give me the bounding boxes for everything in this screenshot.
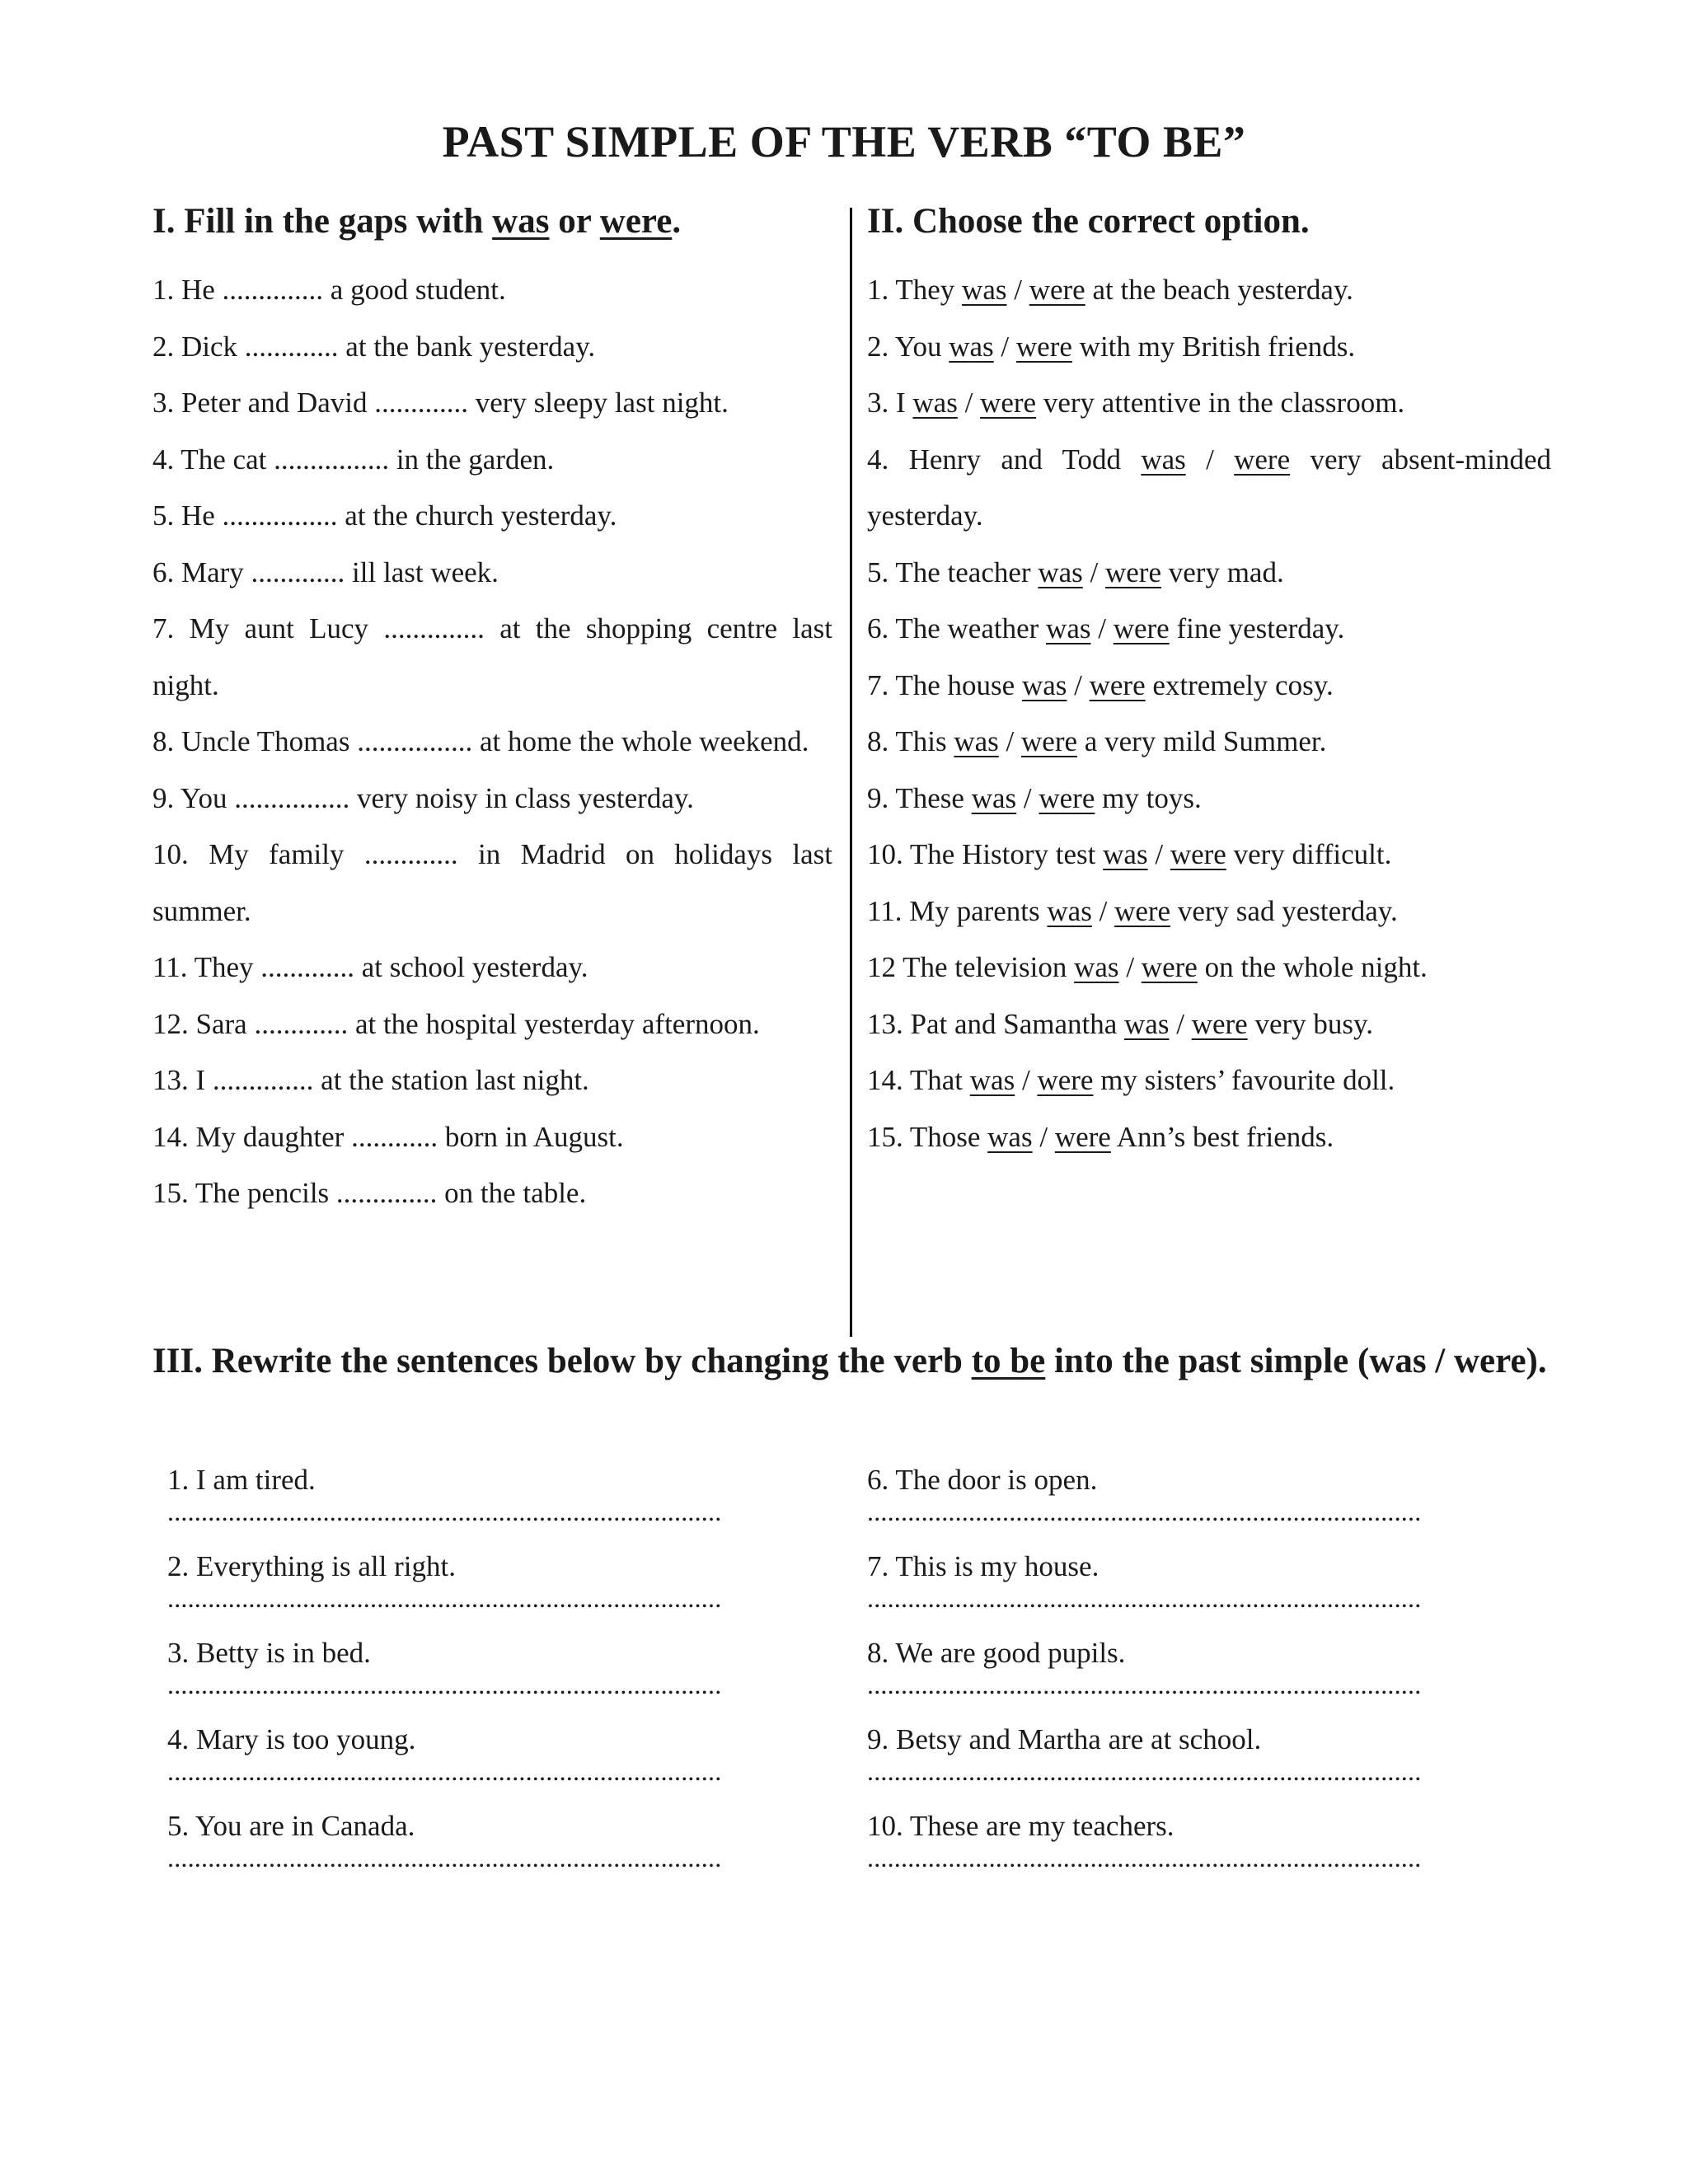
rewrite-item [867,1807,1551,1894]
answer-line[interactable]: .................................................................................. [167,1672,722,1697]
section1-item: 11. They ............. at school yesterday. [152,951,588,983]
item-text: 9. These [867,781,972,814]
section2-heading: II. Choose the correct option. [867,202,1310,241]
option-separator: / [1032,1120,1055,1153]
option-were[interactable]: were [1037,1064,1094,1096]
section2-item [867,940,1551,996]
answer-line[interactable]: .................................................................................. [167,1845,722,1870]
rewrite-item [167,1807,851,1894]
section1-item: 13. I .............. at the station last night. [152,1064,589,1096]
column-divider [850,208,852,1337]
item-text: 5. The teacher [867,555,1039,588]
option-was[interactable]: was [1141,443,1186,476]
rewrite-item [167,1461,851,1548]
item-text: 3. I [867,387,913,419]
item-text: at the beach yesterday. [1085,274,1353,306]
section2-item [867,319,1551,376]
section1-item: 2. Dick ............. at the bank yesterday. [152,330,596,363]
page-title: PAST SIMPLE OF THE VERB “TO BE” [442,117,1246,166]
answer-line[interactable]: .................................................................................. [867,1845,1422,1870]
option-were[interactable]: were [1114,894,1171,927]
section2-item [867,545,1551,602]
option-separator: / [1016,781,1039,814]
answer-line[interactable]: .................................................................................. [167,1499,722,1524]
rewrite-sentence: 9. Betsy and Martha are at school. [867,1723,1262,1755]
option-was[interactable]: was [987,1120,1033,1153]
section1-heading [152,198,832,246]
item-text: very difficult. [1226,838,1392,870]
rewrite-item [167,1721,851,1807]
section3-heading-to-be: to be [971,1342,1046,1380]
section1-item: 7. My aunt Lucy .............. at the shopping centre last night. [152,612,832,701]
option-were[interactable]: were [980,387,1037,419]
option-separator: / [1067,668,1090,701]
item-text: very attentive in the classroom. [1036,387,1405,419]
option-separator: / [1185,443,1235,476]
item-text: with my British friends. [1071,330,1356,363]
option-separator: / [1015,1064,1038,1096]
item-text: 11. My parents [867,894,1048,927]
rewrite-item [867,1634,1551,1721]
option-separator: / [998,725,1022,757]
section1-list [152,262,832,1222]
section3-heading-suffix: into the past simple (was / were). [1045,1342,1547,1380]
rewrite-item [867,1461,1551,1548]
section2-list [867,262,1551,1165]
section2-item [867,771,1551,827]
section1-item: 12. Sara ............. at the hospital yesterday afternoon. [152,1007,760,1040]
item-text: extremely cosy. [1145,668,1334,701]
option-separator: / [1091,894,1115,927]
option-were[interactable]: were [1113,612,1170,644]
option-was[interactable]: was [971,781,1017,814]
item-text: on the whole night. [1197,951,1428,983]
item-text: 10. The History test [867,838,1104,870]
option-was[interactable]: was [1074,951,1119,983]
item-text: fine yesterday. [1169,612,1345,644]
answer-line[interactable]: .................................................................................. [867,1586,1422,1610]
section1-item: 5. He ................ at the church yesterday. [152,499,617,532]
item-text: 1. They [867,274,963,306]
rewrite-sentence: 2. Everything is all right. [167,1550,456,1582]
option-was[interactable]: was [949,330,994,363]
section2-item [867,1052,1551,1109]
option-was[interactable]: was [1124,1007,1170,1040]
answer-line[interactable]: .................................................................................. [167,1759,722,1783]
item-text: 4. Henry and Todd [867,443,1142,476]
answer-line[interactable]: .................................................................................. [167,1586,722,1610]
answer-line[interactable]: .................................................................................. [867,1499,1422,1524]
option-was[interactable]: was [912,387,958,419]
option-were[interactable]: were [1104,555,1161,588]
section3-right-column [867,1461,1551,1894]
option-were[interactable]: were [1015,330,1072,363]
option-were[interactable]: were [1191,1007,1248,1040]
section1-item: 14. My daughter ............ born in August. [152,1120,624,1153]
item-text: Ann’s best friends. [1110,1120,1334,1153]
item-text: 7. The house [867,668,1022,701]
option-separator: / [993,330,1016,363]
option-separator: / [1006,274,1029,306]
option-were[interactable]: were [1039,781,1095,814]
section1-item: 6. Mary ............. ill last week. [152,555,499,588]
rewrite-sentence: 4. Mary is too young. [167,1723,416,1755]
section1-item: 8. Uncle Thomas ................ at home the whole weekend. [152,725,809,757]
option-separator: / [1169,1007,1192,1040]
item-text: a very mild Summer. [1077,725,1327,757]
section1-heading-text: I. Fill in the gaps with [152,202,493,241]
option-were[interactable]: were [1141,951,1198,983]
option-was[interactable]: was [1046,612,1091,644]
section3-left-column [167,1461,851,1894]
item-text: 15. Those [867,1120,988,1153]
section1-item: 9. You ................ very noisy in class yesterday. [152,781,694,814]
option-were[interactable]: were [1089,668,1146,701]
item-text: 13. Pat and Samantha [867,1007,1125,1040]
section3-heading [152,1329,1554,1394]
answer-line[interactable]: .................................................................................. [867,1759,1422,1783]
section1-item: 1. He .............. a good student. [152,274,506,306]
rewrite-sentence: 5. You are in Canada. [167,1810,415,1842]
rewrite-sentence: 1. I am tired. [167,1464,316,1496]
option-were[interactable]: were [1054,1120,1111,1153]
section2-item [867,658,1551,715]
option-were[interactable]: were [1234,443,1291,476]
rewrite-sentence: 6. The door is open. [867,1464,1098,1496]
rewrite-sentence: 7. This is my house. [867,1550,1100,1582]
item-text: very mad. [1161,555,1284,588]
rewrite-sentence: 8. We are good pupils. [867,1637,1126,1669]
section2-item [867,714,1551,771]
item-text: 14. That [867,1064,970,1096]
section2-item [867,432,1551,545]
section2-item [867,827,1551,883]
option-were[interactable]: were [1170,838,1226,870]
section2-item [867,601,1551,658]
option-separator: / [1082,555,1105,588]
section2-item [867,262,1551,319]
item-text: very sad yesterday. [1170,894,1398,927]
section1-item: 3. Peter and David ............. very sleepy last night. [152,387,729,419]
item-text: my toys. [1095,781,1202,814]
option-was[interactable]: was [954,725,999,757]
item-text: very absent-minded yesterday. [867,443,1551,532]
option-separator: / [1118,951,1142,983]
option-separator: / [957,387,981,419]
section2-item [867,1109,1551,1166]
section-choose-option [867,198,1551,1165]
section2-item [867,996,1551,1053]
item-text: very busy. [1247,1007,1374,1040]
section1-heading-end: . [672,202,682,241]
option-were[interactable]: were [1021,725,1078,757]
section1-heading-was: was [492,202,550,241]
option-were[interactable]: were [1029,274,1085,306]
option-was[interactable]: was [1047,894,1092,927]
section2-item [867,883,1551,940]
rewrite-item [167,1548,851,1634]
rewrite-sentence: 10. These are my teachers. [867,1810,1175,1842]
option-was[interactable]: was [1021,668,1067,701]
section2-item [867,375,1551,432]
rewrite-item [167,1634,851,1721]
section1-item: 4. The cat ................ in the garden. [152,443,555,476]
item-text: 2. You [867,330,950,363]
option-was[interactable]: was [1038,555,1083,588]
item-text: 12 The television [867,951,1075,983]
section1-heading-or: or [549,202,600,241]
option-separator: / [1147,838,1170,870]
item-text: my sisters’ favourite doll. [1093,1064,1395,1096]
section1-heading-were: were [599,202,673,241]
item-text: 6. The weather [867,612,1047,644]
answer-line[interactable]: .................................................................................. [867,1672,1422,1697]
item-text: 8. This [867,725,954,757]
option-was[interactable]: was [969,1064,1015,1096]
option-separator: / [1090,612,1114,644]
section3-heading-text: III. Rewrite the sentences below by changing the verb [152,1342,972,1380]
section1-item: 10. My family ............. in Madrid on holidays last summer. [152,838,832,927]
section1-item: 15. The pencils .............. on the table. [152,1177,587,1209]
rewrite-item [867,1721,1551,1807]
rewrite-sentence: 3. Betty is in bed. [167,1637,371,1669]
rewrite-item [867,1548,1551,1634]
option-was[interactable]: was [962,274,1007,306]
section-fill-gaps [152,198,832,1222]
option-was[interactable]: was [1103,838,1148,870]
